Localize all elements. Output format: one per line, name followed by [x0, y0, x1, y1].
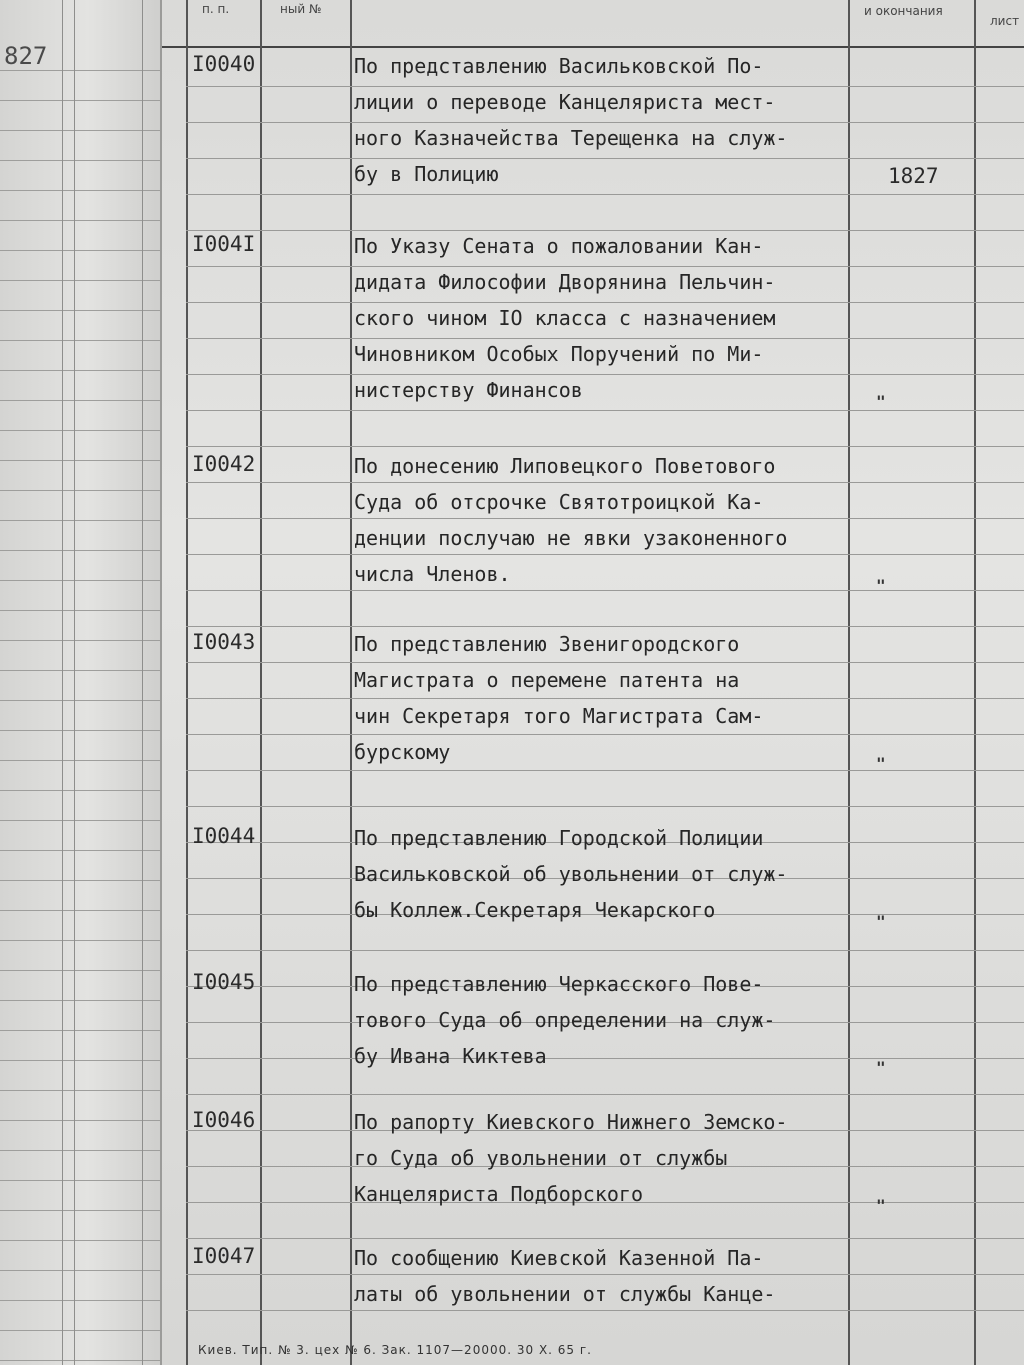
ruled-line [0, 340, 160, 341]
ruled-line [0, 1210, 160, 1211]
ruled-line [0, 460, 160, 461]
ruled-line [0, 400, 160, 401]
ruled-line [0, 940, 160, 941]
entry-text-line: денции послучаю не явки узаконенного [354, 526, 788, 550]
entry-text-line: По сообщению Киевской Казенной Па- [354, 1246, 764, 1270]
ruled-line [0, 1060, 160, 1061]
entry-number: I0042 [192, 452, 256, 476]
entry-text-line: По представлению Звенигородского [354, 632, 740, 656]
header-col-number: п. п. [202, 2, 230, 16]
ruled-line [0, 220, 160, 221]
column-rule [142, 0, 143, 1365]
ruled-line [0, 700, 160, 701]
ruled-line [186, 950, 1024, 951]
entry-text-line: По донесению Липовецкого Поветового [354, 454, 776, 478]
ruled-line [0, 970, 160, 971]
ruled-line [0, 910, 160, 911]
column-rule [350, 0, 352, 1365]
ruled-line [186, 1058, 1024, 1059]
entry-year: 1827 [888, 164, 939, 188]
column-rule [62, 0, 63, 1365]
entry-text-line: тового Суда об определении на служ- [354, 1008, 776, 1032]
ditto-mark: " [876, 1196, 886, 1215]
ruled-line [186, 1238, 1024, 1239]
ruled-line [0, 70, 160, 71]
ruled-line [186, 770, 1024, 771]
ruled-line [0, 1120, 160, 1121]
entry-text-line: По представлению Черкасского Пове- [354, 972, 764, 996]
ruled-line [0, 1270, 160, 1271]
ruled-line [0, 310, 160, 311]
ruled-line [0, 580, 160, 581]
entry-text-line: Суда об отсрочке Святотроицкой Ка- [354, 490, 764, 514]
ruled-line [0, 370, 160, 371]
ruled-line [0, 1240, 160, 1241]
entry-text-line: По Указу Сената о пожаловании Кан- [354, 234, 764, 258]
ruled-line [0, 850, 160, 851]
entry-number: I0044 [192, 824, 256, 848]
entry-text-line: бу в Полицию [354, 162, 499, 186]
ruled-line [0, 430, 160, 431]
ruled-line [0, 130, 160, 131]
entry-text-line: ного Казначейства Терещенка на служ- [354, 126, 788, 150]
entry-text-line: По рапорту Киевского Нижнего Земско- [354, 1110, 788, 1134]
entry-text-line: чин Секретаря того Магистрата Сам- [354, 704, 764, 728]
ruled-line [0, 160, 160, 161]
ruled-line [0, 1300, 160, 1301]
ruled-line [0, 610, 160, 611]
column-rule [974, 0, 976, 1365]
ruled-line [0, 1030, 160, 1031]
ruled-line [0, 670, 160, 671]
ditto-mark: " [876, 754, 886, 773]
ruled-line [0, 790, 160, 791]
entry-number: I004I [192, 232, 256, 256]
ruled-line [0, 1180, 160, 1181]
entry-text-line: бу Ивана Киктева [354, 1044, 547, 1068]
ruled-line [0, 1360, 160, 1361]
entry-text-line: По представлению Васильковской По- [354, 54, 764, 78]
entry-text-line: бы Коллеж.Секретаря Чекарского [354, 898, 716, 922]
ruled-line [186, 374, 1024, 375]
entry-text-line: Васильковской об увольнении от служ- [354, 862, 788, 886]
column-rule [74, 0, 75, 1365]
entry-text-line: Чиновником Особых Поручений по Ми- [354, 342, 764, 366]
column-rule [260, 0, 262, 1365]
entry-text-line: лиции о переводе Канцеляриста мест- [354, 90, 776, 114]
entry-text-line: бурскому [354, 740, 451, 764]
column-rule [186, 0, 188, 1365]
header-col-dates: и окончания [864, 4, 943, 18]
ruled-line [0, 550, 160, 551]
entry-text-line: Магистрата о перемене патента на [354, 668, 740, 692]
ruled-line [0, 730, 160, 731]
entry-number: I0047 [192, 1244, 256, 1268]
left-page-year: 827 [4, 42, 48, 70]
entry-text-line: латы об увольнении от службы Канце- [354, 1282, 776, 1306]
column-rule [848, 0, 850, 1365]
print-footer: Киев. Тип. № 3. цех № 6. Зак. 1107—20000. 30 X. 65 г. [198, 1343, 592, 1357]
ruled-line [186, 734, 1024, 735]
ditto-mark: " [876, 912, 886, 931]
ruled-line [186, 1094, 1024, 1095]
entry-number: I0045 [192, 970, 256, 994]
entry-text-line: числа Членов. [354, 562, 511, 586]
ruled-line [186, 194, 1024, 195]
ruled-line [186, 806, 1024, 807]
ruled-line [0, 820, 160, 821]
ruled-line [186, 446, 1024, 447]
header-col-sheets: лист [990, 14, 1020, 28]
entry-text-line: Канцеляриста Подборского [354, 1182, 643, 1206]
entry-text-line: го Суда об увольнении от службы [354, 1146, 728, 1170]
ruled-line [0, 1000, 160, 1001]
ruled-line [0, 520, 160, 521]
ruled-line [0, 1330, 160, 1331]
entry-number: I0040 [192, 52, 256, 76]
ditto-mark: " [876, 1058, 886, 1077]
left-page [0, 0, 162, 1365]
ruled-line [186, 590, 1024, 591]
ruled-line [0, 880, 160, 881]
ditto-mark: " [876, 392, 886, 411]
ruled-line [0, 250, 160, 251]
ruled-line [0, 1150, 160, 1151]
ruled-line [0, 190, 160, 191]
entry-number: I0046 [192, 1108, 256, 1132]
ruled-line [0, 490, 160, 491]
ruled-line [186, 410, 1024, 411]
entry-text-line: дидата Философии Дворянина Пельчин- [354, 270, 776, 294]
ruled-line [0, 640, 160, 641]
ruled-line [186, 158, 1024, 159]
register-page [162, 0, 1024, 1365]
ruled-line [0, 280, 160, 281]
ditto-mark: " [876, 576, 886, 595]
ruled-line [0, 1090, 160, 1091]
entry-text-line: По представлению Городской Полиции [354, 826, 764, 850]
entry-text-line: ского чином IО класса с назначением [354, 306, 776, 330]
entry-text-line: нистерству Финансов [354, 378, 583, 402]
header-col-archive: ный № [280, 2, 322, 16]
entry-number: I0043 [192, 630, 256, 654]
ruled-line [0, 100, 160, 101]
ruled-line [0, 760, 160, 761]
